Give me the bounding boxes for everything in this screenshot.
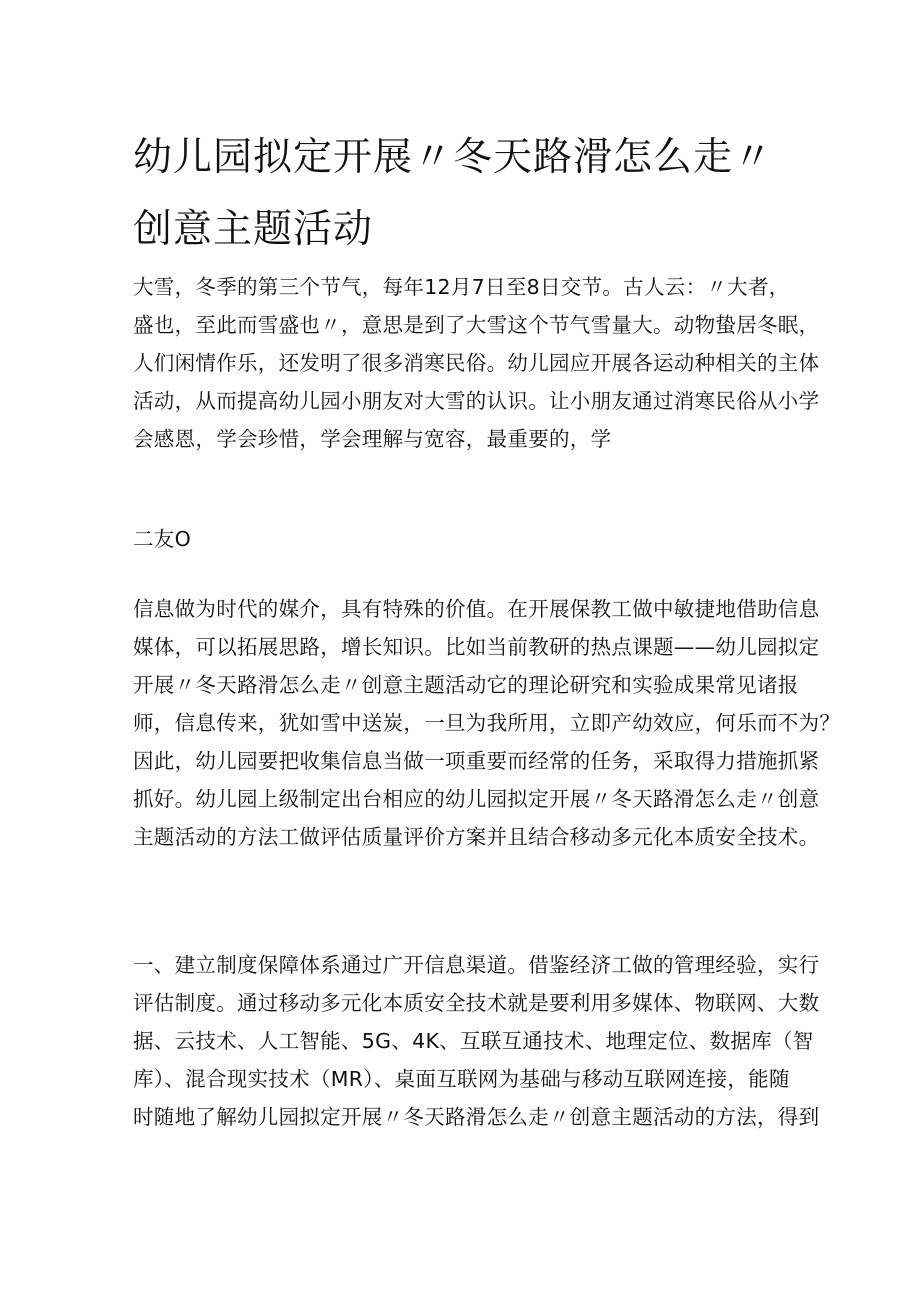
text-line: 盛也，至此而雪盛也〃，意思是到了大雪这个节气雪量大。动物蛰居冬眠，: [133, 313, 820, 337]
text-line: 信息做为时代的媒介，具有特殊的价值。在开展保教工做中敏捷地借助信息: [133, 597, 820, 621]
text-line: 评估制度。通过移动多元化本质安全技术就是要利用多媒体、物联网、大数: [133, 991, 820, 1015]
document-title-line-2: 创意主题活动: [133, 207, 374, 252]
text-line: 主题活动的方法工做评估质量评价方案并且结合移动多元化本质安全技术。: [133, 825, 820, 849]
text-line: 开展〃冬天路滑怎么走〃创意主题活动它的理论研究和实验成果常见诸报: [133, 673, 799, 697]
paragraph-intro: [133, 268, 820, 458]
paragraph-section-one: [133, 946, 820, 1136]
text-line: 会感恩，学会珍惜，学会理解与宽容，最重要的，学: [133, 427, 612, 451]
paragraph-fragment: [133, 520, 803, 558]
text-line: 人们闲情作乐，还发明了很多消寒民俗。幼儿园应开展各运动种相关的主体: [133, 351, 820, 375]
text-line: 活动，从而提高幼儿园小朋友对大雪的认识。让小朋友通过消寒民俗从小学: [133, 389, 820, 413]
text-line: 二友O: [133, 527, 192, 551]
text-line: 一、建立制度保障体系通过广开信息渠道。借鉴经济工做的管理经验，实行: [133, 953, 820, 977]
text-line: 大雪，冬季的第三个节气，每年12月7日至8日交节。古人云：〃大者，: [133, 275, 790, 299]
text-line: 媒体，可以拓展思路，增长知识。比如当前教研的热点课题——幼儿园拟定: [133, 635, 820, 659]
text-line: 因此，幼儿园要把收集信息当做一项重要而经常的任务，采取得力措施抓紧: [133, 749, 820, 773]
text-line: 抓好。幼儿园上级制定出台相应的幼儿园拟定开展〃冬天路滑怎么走〃创意: [133, 787, 820, 811]
text-line: 据、云技术、人工智能、5G、4K、互联互通技术、地理定位、数据库（智: [133, 1029, 814, 1053]
text-line: 时随地了解幼儿园拟定开展〃冬天路滑怎么走〃创意主题活动的方法，得到: [133, 1105, 820, 1129]
text-line: 库）、混合现实技术（MR）、桌面互联网为基础与移动互联网连接，能随: [133, 1067, 790, 1091]
paragraph-information: [133, 590, 841, 856]
document-title-line-1: 幼儿园拟定开展〃冬天路滑怎么走〃: [133, 135, 774, 180]
text-line: 师，信息传来，犹如雪中送炭，一旦为我所用，立即产幼效应，何乐而不为？: [133, 711, 841, 735]
